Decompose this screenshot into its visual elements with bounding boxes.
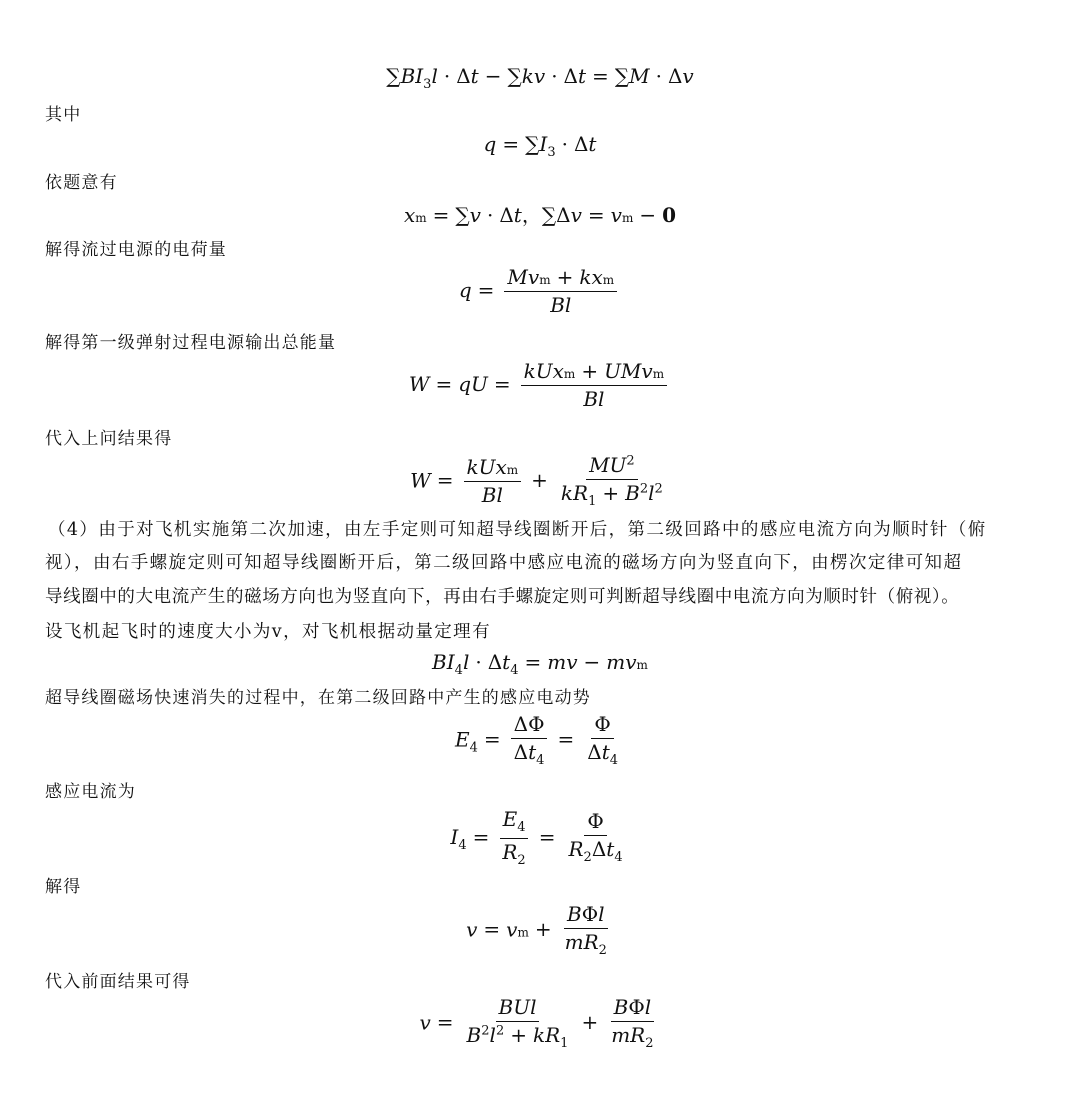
equation-emf: $E_4$ = $\frac{\Delta\Phi}{\Delta t_4}$ = $\frac{\Phi}{\Delta t_4}$: [454, 712, 619, 768]
text-line: 解得第一级弹射过程电源输出总能量: [45, 333, 337, 353]
equation-displacement: xm = ∑v · Δt，∑Δv = vm − 0: [403, 203, 677, 227]
paragraph-line: 视），由右手螺旋定则可知超导线圈断开后，第二级回路中感应电流的磁场方向为竖直向下，由楞次定律可知超: [45, 553, 963, 573]
equation-charge-result: q = $\frac{\text{Mvm + kxm}}{Bl}$: [0, 266, 1080, 317]
text-line: 代入上问结果得: [45, 429, 173, 449]
equation-current: $I_4$ = $\frac{E_4}{R_2}$ = $\frac{\Phi}{R_2\Delta t_4}$: [450, 807, 623, 868]
text-line: 依题意有: [45, 173, 118, 193]
equation-momentum-sum: $\sum BI_3l \cdot \Delta t - \sum kv \cdot \Delta t = \sum M \cdot \Delta v$: [386, 64, 694, 92]
paragraph-line: 导线圈中的大电流产生的磁场方向也为竖直向下，再由右手螺旋定则可判断超导线圈中电流方向为顺时针（俯视）。: [45, 587, 960, 607]
text-line: 解得流过电源的电荷量: [45, 240, 227, 260]
text-line: 解得: [45, 877, 82, 897]
equation-energy: W = qU = $\frac{\text{kUxm + UMvm}}{Bl}$: [0, 360, 1080, 411]
text-line: 其中: [45, 105, 82, 125]
equation-velocity-final: v = $\frac{\text{BUl}}{B^2l^2 + kR_1}$ + $\frac{\text{BΦl}}{mR_2}$: [419, 995, 654, 1051]
equation-velocity: v = vm + $\frac{\text{BΦl}}{mR_2}$: [466, 902, 607, 958]
text-line: 代入前面结果可得: [45, 972, 191, 992]
paragraph-line: （4）由于对飞机实施第二次加速，由左手定则可知超导线圈断开后，第二级回路中的感应电流方向为顺时针（俯: [48, 520, 987, 540]
text-line: 感应电流为: [45, 782, 136, 802]
equation-energy-substituted: W = $\frac{\text{kUxm}}{Bl}$ + $\frac{MU^2}{kR_1 + B^2l^2}$: [410, 453, 663, 509]
equation-charge-sum: $q = \sum I_3 \cdot \Delta t$: [483, 132, 597, 160]
paragraph-line: 设飞机起飞时的速度大小为v，对飞机根据动量定理有: [45, 622, 491, 642]
equation-impulse: $BI_4l \cdot \Delta t_4$ = mv − mvm: [432, 650, 648, 678]
text-line: 超导线圈磁场快速消失的过程中，在第二级回路中产生的感应电动势: [45, 688, 591, 708]
